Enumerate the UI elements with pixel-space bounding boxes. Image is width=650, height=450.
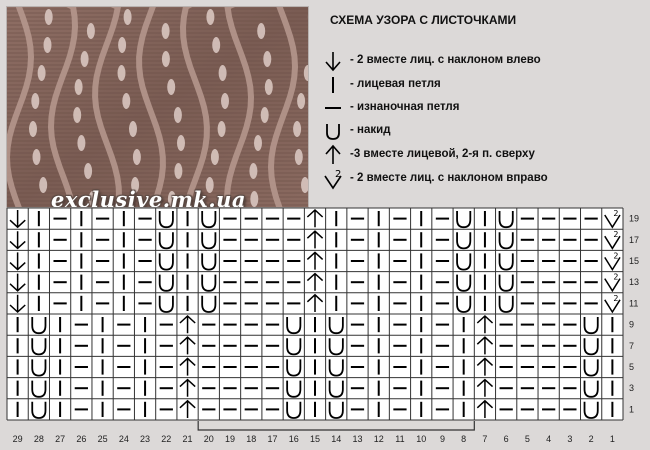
column-number-label: 7 — [482, 434, 488, 444]
column-number-label: 21 — [182, 434, 193, 444]
column-number-label: 12 — [373, 434, 384, 444]
row-number-label: 7 — [629, 340, 635, 351]
column-number-label: 22 — [161, 434, 172, 444]
column-number-label: 11 — [395, 434, 405, 444]
column-number-label: 17 — [267, 434, 278, 444]
column-number-label: 4 — [546, 434, 552, 444]
row-number-label: 17 — [629, 234, 640, 245]
chart-symbol-decrease-right-digit: 2 — [613, 293, 619, 303]
column-number-label: 27 — [55, 434, 66, 444]
column-number-label: 6 — [503, 434, 509, 444]
row-number-label: 11 — [629, 298, 639, 309]
pattern-repeat-bracket — [198, 421, 474, 430]
row-number-label: 19 — [629, 213, 640, 224]
column-number-label: 16 — [288, 434, 299, 444]
svg-text:2: 2 — [335, 169, 342, 180]
chart-symbol-decrease-right-digit: 2 — [613, 251, 619, 261]
column-number-label: 24 — [118, 434, 129, 444]
chart-symbol-decrease-right-digit: 2 — [613, 209, 619, 218]
column-number-label: 5 — [524, 434, 530, 444]
column-number-label: 29 — [12, 434, 23, 444]
legend-item-text: - накид — [350, 124, 391, 136]
column-number-label: 28 — [33, 434, 44, 444]
row-number-label: 13 — [629, 277, 640, 288]
column-number-label: 10 — [416, 434, 427, 444]
column-number-label: 9 — [439, 434, 445, 444]
legend-item-text: - лицевая петля — [350, 78, 441, 90]
legend-title: СХЕМА УЗОРА С ЛИСТОЧКАМИ — [330, 13, 517, 27]
row-number-label: 3 — [629, 383, 635, 394]
column-number-label: 23 — [140, 434, 151, 444]
column-number-label: 26 — [76, 434, 87, 444]
row-number-label: 1 — [629, 404, 635, 415]
chart-symbol-decrease-right-digit: 2 — [613, 272, 619, 282]
column-number-label: 19 — [225, 434, 236, 444]
column-number-label: 25 — [97, 434, 108, 444]
legend-item-text: - 2 вместе лиц. с наклоном вправо — [350, 172, 548, 184]
column-number-label: 15 — [309, 434, 321, 444]
legend-item-text: - изнаночная петля — [350, 101, 460, 113]
chart-symbol-decrease-right-digit: 2 — [613, 230, 619, 240]
watermark-text: exclusive.mk.ua — [51, 187, 247, 208]
row-number-label: 9 — [629, 319, 635, 330]
legend-item-text: - 2 вместе лиц. с наклоном влево — [350, 54, 541, 66]
column-number-label: 2 — [588, 434, 594, 444]
column-number-label: 20 — [203, 434, 214, 444]
column-number-label: 18 — [246, 434, 257, 444]
legend-item-text: -3 вместе лицевой, 2-я п. сверху — [350, 148, 535, 160]
column-number-label: 8 — [461, 434, 467, 444]
column-number-label: 13 — [352, 434, 363, 444]
column-number-label: 3 — [567, 434, 573, 444]
column-number-label: 14 — [331, 434, 342, 444]
row-number-label: 15 — [629, 256, 640, 266]
column-number-label: 1 — [609, 434, 615, 444]
row-number-label: 5 — [629, 362, 635, 372]
